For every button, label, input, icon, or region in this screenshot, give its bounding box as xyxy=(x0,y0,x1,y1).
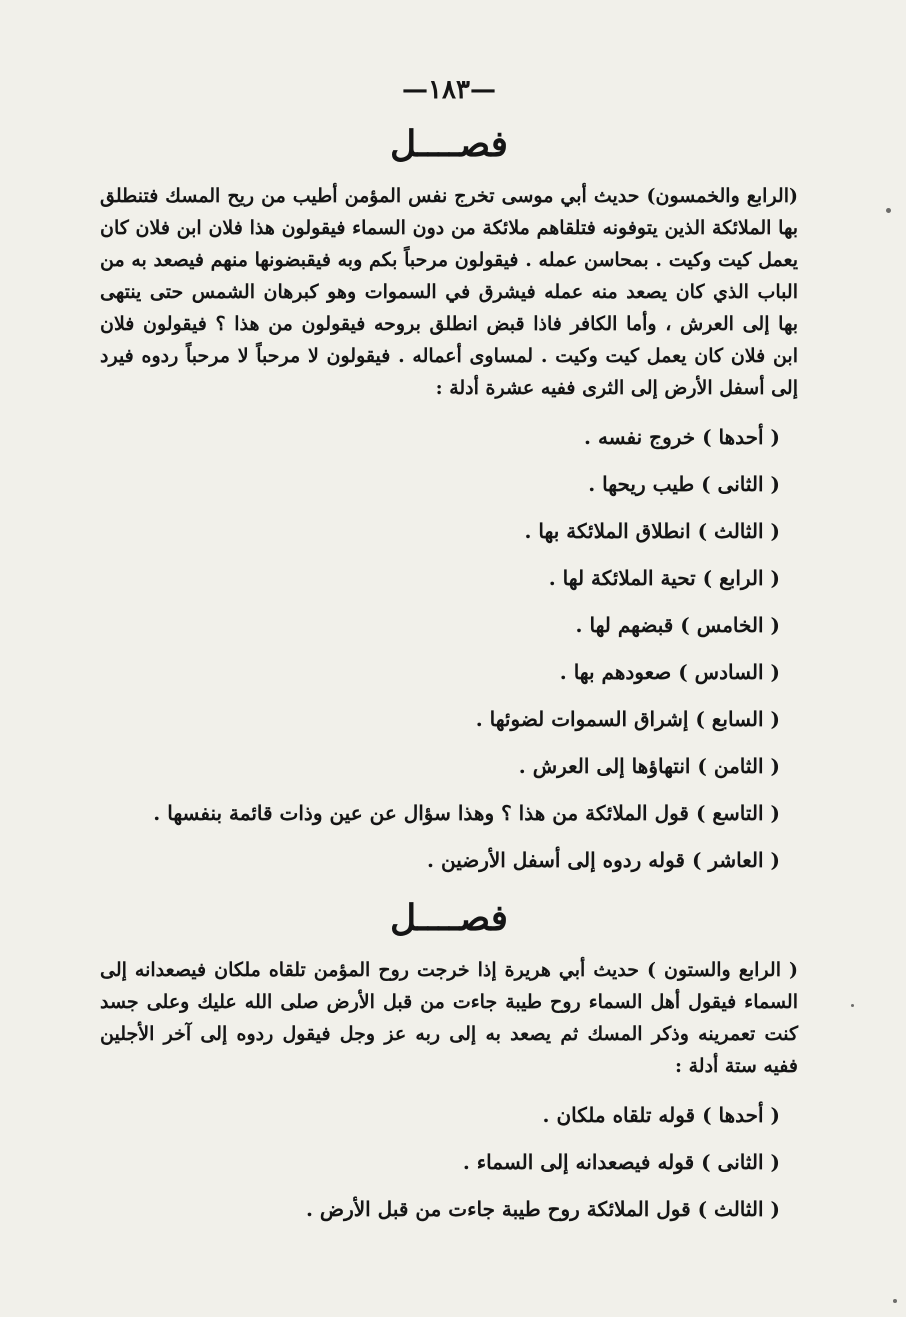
list-item: ( الثانى ) طيب ريحها . xyxy=(588,472,780,496)
ink-speck xyxy=(886,208,891,213)
list-item: ( الرابع ) تحية الملائكة لها . xyxy=(548,566,780,590)
list-item: ( السادس ) صعودهم بها . xyxy=(559,660,780,684)
ink-speck xyxy=(851,1004,854,1007)
list-item: ( أحدها ) قوله تلقاه ملكان . xyxy=(542,1103,780,1127)
list-item: ( العاشر ) قوله ردوه إلى أسفل الأرضين . xyxy=(427,848,780,872)
section-2-evidence-list xyxy=(100,1092,798,1233)
section-1-evidence-list xyxy=(100,414,798,884)
list-item: ( التاسع ) قول الملائكة من هذا ؟ وهذا سؤال عن عين وذات قائمة بنفسها . xyxy=(153,801,780,825)
page-number: —١٨٣— xyxy=(402,75,496,105)
section-title-1: فصــــل xyxy=(390,123,508,165)
list-item: ( السابع ) إشراق السموات لضوئها . xyxy=(475,707,780,731)
list-item: ( الخامس ) قبضهم لها . xyxy=(575,613,780,637)
list-item: ( الثامن ) انتهاؤها إلى العرش . xyxy=(518,754,780,778)
list-item: ( الثالث ) انطلاق الملائكة بها . xyxy=(524,519,780,543)
ink-speck xyxy=(893,1299,897,1303)
section-1-paragraph: (الرابع والخمسون) حديث أبي موسى تخرج نفس المؤمن أطيب من ريح المسك فتنطلق بها الملائكة الذين يتوفونه فتلقاهم ملائكة من دون السماء فيقولون هذا فلان ابن فلان كان يعمل كيت وكيت . بمحاسن عمله . فيقولون مرحباً بكم وبه فيقبضونها منهم فيصعد به من الباب الذي كان يصعد منه عمله فيشرق في السموات وهو كبرهان الشمس حتى ينتهى بها إلى العرش ، وأما الكافر فاذا قبض انطلق بروحه فيقولون من هذا ؟ فيقولون فلان ابن فلان كان يعمل كيت وكيت . لمساوى أعماله . فيقولون لا مرحباً لا مرحباً ردوه فيرد إلى أسفل الأرض إلى الثرى ففيه عشرة أدلة : xyxy=(100,185,798,399)
list-item: ( أحدها ) خروج نفسه . xyxy=(584,425,780,449)
list-item: ( الثالث ) قول الملائكة روح طيبة جاءت من قبل الأرض . xyxy=(305,1197,780,1221)
list-item: ( الثانى ) قوله فيصعدانه إلى السماء . xyxy=(462,1150,780,1174)
section-2-paragraph: ( الرابع والستون ) حديث أبي هريرة إذا خرجت روح المؤمن تلقاه ملكان فيصعدانه إلى السماء فيقول أهل السماء روح طيبة جاءت من قبل الأرض صلى الله عليك وعلى جسد كنت تعمرينه وذكر المسك ثم يصعد به إلى ربه عز وجل فيقول ردوه إلى آخر الأجلين ففيه ستة أدلة : xyxy=(100,959,798,1077)
section-title-2: فصــــل xyxy=(390,897,508,939)
